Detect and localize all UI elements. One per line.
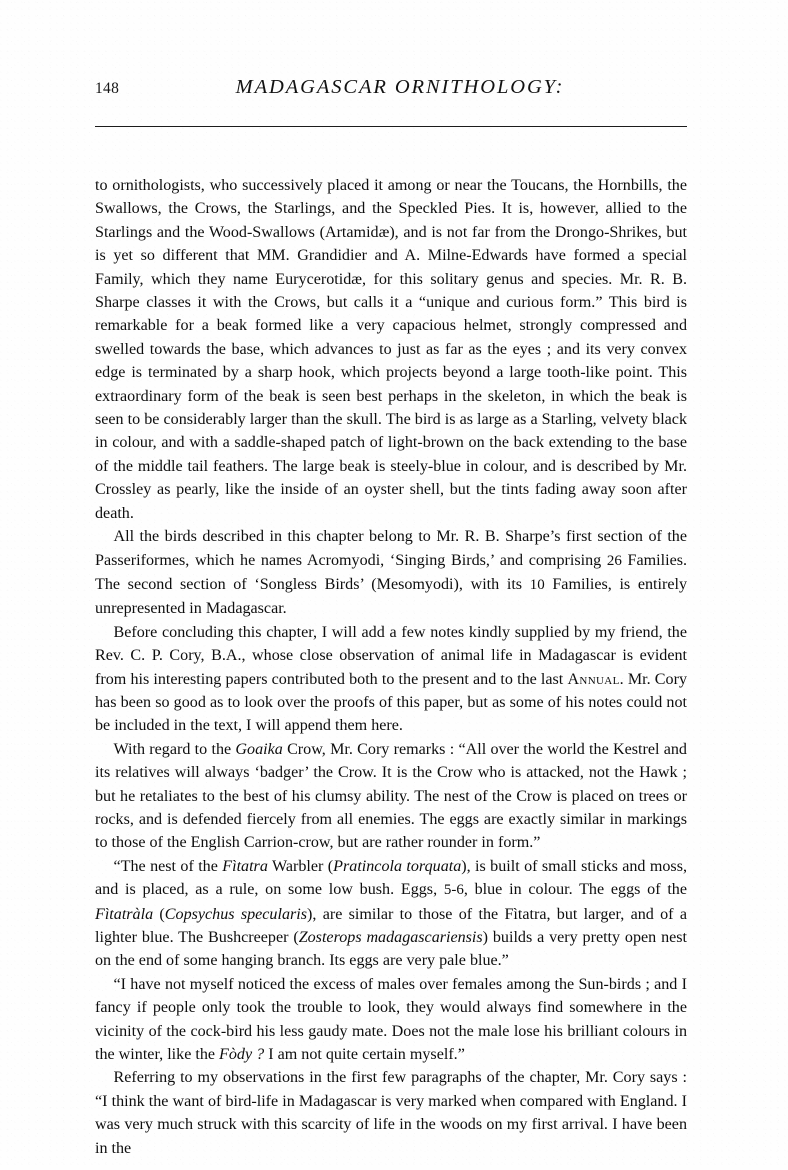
- text-run: Warbler (: [267, 857, 334, 875]
- text-run: Crow, Mr. Cory remarks : “All over the world the Kestrel and its relatives will always ‘badger’ the Crow. It is the Crow who is attacked, not the Hawk ; but he retaliates to the best of his clumsy ability. The nest of the Crow is placed on trees or rocks, and is defended fiercely from all enemies. The eggs are exactly similar in markings to those of the English Carrion-crow, but are rather rounder in form.”: [95, 740, 687, 852]
- paragraph-p5-fitatra-nest: [95, 855, 687, 973]
- oldstyle-figure: 10: [529, 576, 545, 593]
- text-run: ) builds a very pretty open nest on the end of some hanging branch. Its eggs are very pale blue.”: [95, 929, 687, 970]
- italic-term: Fòdy ?: [219, 1046, 265, 1064]
- italic-term: Zosterops madagascariensis: [298, 929, 483, 946]
- small-caps-term: Annual: [567, 670, 620, 688]
- running-head: [95, 74, 687, 108]
- text-run: I am not quite certain myself.”: [264, 1046, 465, 1064]
- running-title: MADAGASCAR ORNITHOLOGY:: [235, 76, 565, 98]
- text-run: Before concluding this chapter, I will add a few notes kindly supplied by my friend, the Rev. C. P. Cory, B.A., whose close observation of animal life in Madagascar is evident from his interesting papers contributed both to the present and to the last: [95, 623, 687, 688]
- text-run: Families, is entirely unrepresented in Madagascar.: [95, 575, 688, 618]
- italic-term: Copsychus specularis: [164, 905, 307, 923]
- paragraph-p4-goaika-crow: [95, 738, 687, 855]
- text-run: , blue in colour. The eggs of the: [463, 881, 687, 899]
- italic-term: Goaika: [235, 740, 283, 758]
- text-run: “I have not myself noticed the excess of males over females among the Sun-birds ; and I fancy if people only took the trouble to look, they would always find somewhere in the vicinity of the cock-bird his less gaudy mate. Does not the male lose his brilliant colours in the winter, like the: [95, 975, 687, 1064]
- italic-term: Fìtatràla: [95, 905, 154, 923]
- italic-term: Fìtatra: [222, 857, 268, 875]
- text-run: With regard to the: [113, 740, 236, 758]
- paragraph-p7-bird-life: [95, 1066, 687, 1160]
- body-text: [95, 174, 687, 1160]
- text-run: (: [153, 905, 165, 923]
- page-number: 148: [95, 80, 120, 97]
- oldstyle-figure: 26: [606, 552, 622, 569]
- paragraph-p6-sun-birds: [95, 973, 687, 1067]
- text-run: Referring to my observations in the first few paragraphs of the chapter, Mr. Cory says : “I think the want of bird-life in Madagascar is very marked when compared with England. I was very much struck with this scarcity of life in the woods on my first arrival. I have been in the: [95, 1069, 687, 1157]
- text-run: All the birds described in this chapter belong to Mr. R. B. Sharpe’s first section of the Passeriformes, which he names Acromyodi, ‘Singing Birds,’ and comprising: [95, 528, 687, 569]
- paragraph-p2-passeriformes: [95, 525, 687, 621]
- page-content: [95, 74, 687, 1160]
- text-run: “The nest of the: [113, 857, 223, 875]
- text-run: ), is built of small sticks and moss, and is placed, as a rule, on some low bush. Eggs,: [95, 857, 687, 899]
- paragraph-p1-eurycerotidae: [95, 174, 687, 525]
- oldstyle-figure: 5-6: [443, 882, 464, 899]
- text-run: ), are similar to those of the Fìtatra, but larger, and of a lighter blue. The Bushcreeper (: [95, 905, 687, 946]
- text-run: Families. The second section of ‘Songless Birds’ (Mesomyodi), with its: [95, 551, 688, 593]
- italic-term: Pratincola torquata: [333, 857, 462, 875]
- header-rule: [95, 126, 687, 127]
- paragraph-p3-cory-notes: [95, 621, 687, 738]
- text-run: . Mr. Cory has been so good as to look over the proofs of this paper, but as some of his notes could not be included in the text, I will append them here.: [95, 670, 687, 735]
- text-run: to ornithologists, who successively placed it among or near the Toucans, the Hornbills, the Swallows, the Crows, the Starlings, and the Speckled Pies. It is, however, allied to the Starlings and the Wood-Swallows (Artamidæ), and is not far from the Drongo-Shrikes, but is yet so different that MM. Grandidier and A. Milne-Edwards have formed a special Family, which they name Eurycerotidæ, for this solitary genus and species. Mr. R. B. Sharpe classes it with the Crows, but calls it a “unique and curious form.” This bird is remarkable for a beak formed like a very capacious helmet, strongly compressed and swelled towards the base, which advances to just as far as the eyes ; and its very convex edge is terminated by a sharp hook, which projects beyond a large tooth-like point. This extraordinary form of the beak is seen best perhaps in the skeleton, in which the beak is seen to be considerably larger than the skull. The bird is as large as a Starling, velvety black in colour, and with a saddle-shaped patch of light-brown on the back extending to the base of the middle tail feathers. The large beak is steely-blue in colour, and is described by Mr. Crossley as pearly, like the inside of an oyster shell, but the tints fading away soon after death.: [95, 177, 687, 522]
